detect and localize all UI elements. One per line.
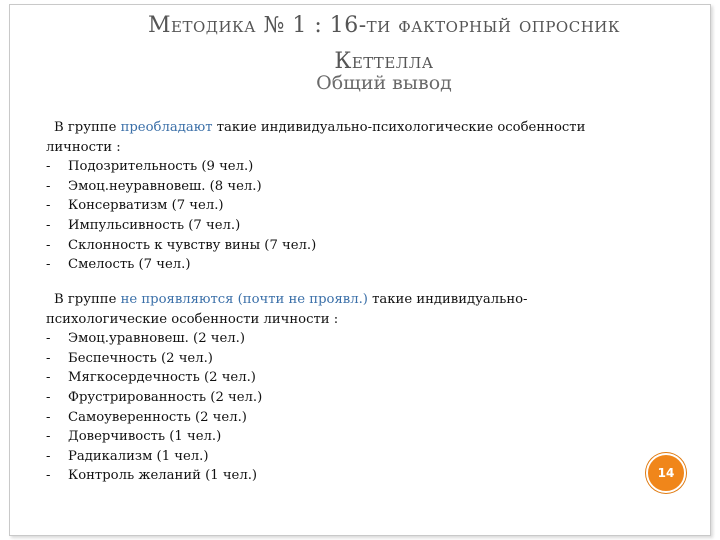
list-item-text: Консерватизм (7 чел.) <box>68 198 224 214</box>
section-lead-continuation: личности : <box>46 139 121 155</box>
slide-title <box>74 8 694 80</box>
section-lead <box>46 290 636 310</box>
bullet-dash: - <box>46 237 51 253</box>
bullet-dash: - <box>46 389 51 405</box>
list-item-text: Контроль желаний (1 чел.) <box>68 468 258 484</box>
section-absent-traits <box>46 290 636 486</box>
bullet-dash: - <box>46 217 51 233</box>
bullet-dash: - <box>46 448 51 464</box>
list-item <box>46 427 636 447</box>
section-lead-continuation: психологические особенности личности : <box>46 311 339 327</box>
list-item-text: Радикализм (1 чел.) <box>68 448 209 464</box>
bullet-dash: - <box>46 409 51 425</box>
list-item <box>46 447 636 467</box>
lead-text-before: В группе <box>54 292 121 307</box>
section-prevailing-traits <box>46 118 636 275</box>
bullet-dash: - <box>46 370 51 386</box>
bullet-dash: - <box>46 331 51 347</box>
list-item-text: Фрустрированность (2 чел.) <box>68 389 263 405</box>
list-item <box>46 408 636 428</box>
list-item <box>46 216 636 236</box>
bullet-dash: - <box>46 198 51 214</box>
list-item-text: Мягкосердечность (2 чел.) <box>68 370 256 386</box>
bullet-dash: - <box>46 350 51 366</box>
lead-text-after: такие индивидуально- <box>367 292 528 307</box>
title-line-2: Кеттелла <box>334 49 434 74</box>
lead-text-before: В группе <box>54 120 121 135</box>
list-item <box>46 177 636 197</box>
list-item <box>46 196 636 216</box>
section-lead <box>46 118 636 138</box>
slide-subtitle: Общий вывод <box>316 72 452 94</box>
list-item-text: Беспечность (2 чел.) <box>68 350 213 366</box>
list-item <box>46 368 636 388</box>
list-item-text: Эмоц.уравновеш. (2 чел.) <box>68 331 246 347</box>
list-item-text: Склонность к чувству вины (7 чел.) <box>68 237 317 253</box>
page-number-badge: 14 <box>646 453 686 493</box>
list-item <box>46 329 636 349</box>
bullet-dash: - <box>46 178 51 194</box>
lead-highlight: преобладают <box>120 120 213 135</box>
bullet-dash: - <box>46 429 51 445</box>
lead-text-after: такие индивидуально-психологические особенности <box>212 120 586 135</box>
list-item <box>46 349 636 369</box>
list-item <box>46 157 636 177</box>
list-item-text: Доверчивость (1 чел.) <box>68 429 222 445</box>
list-item <box>46 388 636 408</box>
list-item-text: Эмоц.неуравновеш. (8 чел.) <box>68 178 262 194</box>
list-item-text: Самоуверенность (2 чел.) <box>68 409 247 425</box>
list-item-text: Импульсивность (7 чел.) <box>68 217 241 233</box>
bullet-dash: - <box>46 159 51 175</box>
title-line-1: Методика № 1 : 16-ти факторный опросник <box>148 13 620 38</box>
list-item-text: Смелость (7 чел.) <box>68 257 191 273</box>
list-item <box>46 466 636 486</box>
bullet-dash: - <box>46 257 51 273</box>
list-item-text: Подозрительность (9 чел.) <box>68 159 254 175</box>
bullet-dash: - <box>46 468 51 484</box>
list-item <box>46 255 636 275</box>
list-item <box>46 236 636 256</box>
lead-highlight: не проявляются (почти не проявл.) <box>120 292 368 307</box>
